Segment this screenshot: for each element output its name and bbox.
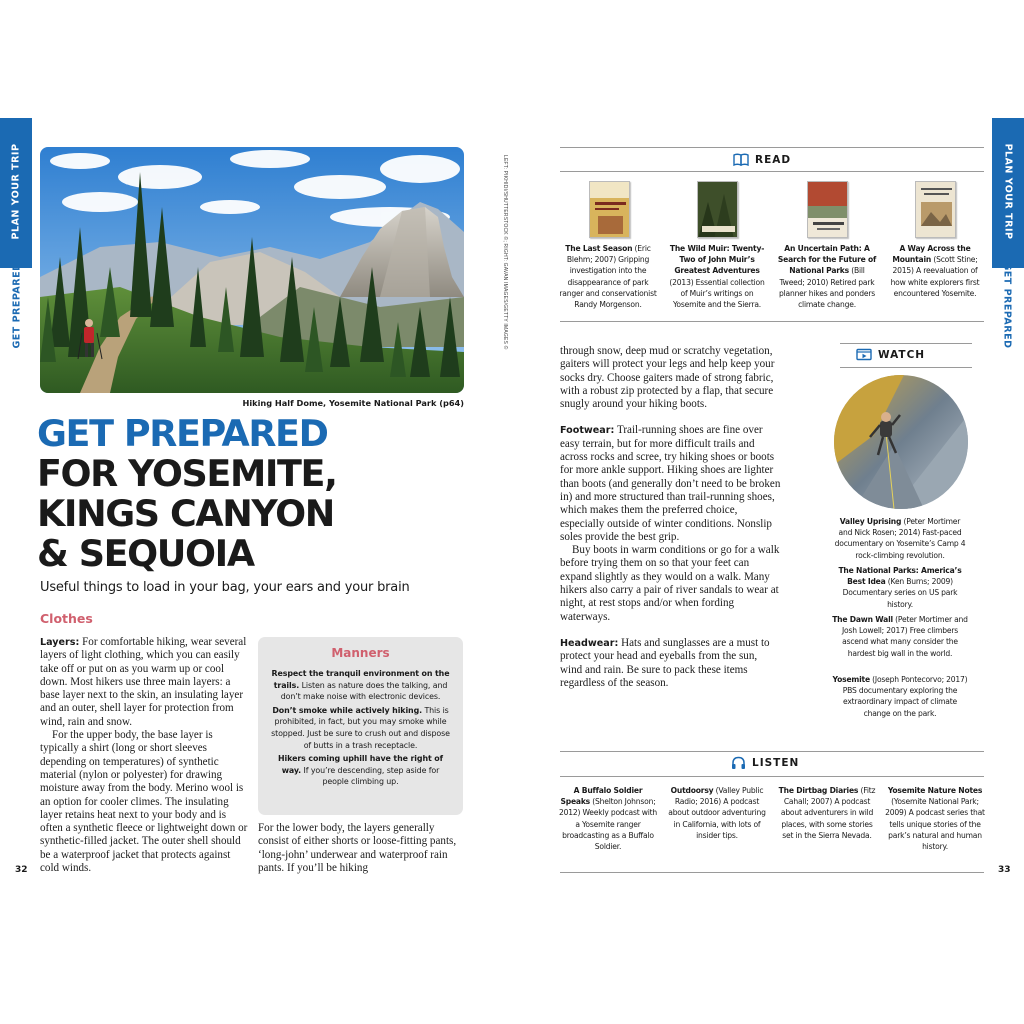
subtitle: Useful things to load in your bag, your ears and your brain bbox=[40, 580, 410, 595]
watch-title-1: Valley Uprising bbox=[839, 517, 902, 526]
book-entry-2: The Wild Muir: Twenty-Two of John Muir’s Greatest Adventures (2013) Essential collection of Muir’s writings on Yosemite and the Sierra. bbox=[669, 244, 765, 310]
manners-item-3: Hikers coming uphill have the right of way. If you’re descending, step aside for people climbing up. bbox=[278, 754, 443, 787]
right-tab-section: GET PREPARED bbox=[1001, 262, 1013, 349]
footwear-label: Footwear: bbox=[560, 425, 615, 437]
page-number-left: 32 bbox=[15, 865, 28, 875]
layers-text: For comfortable hiking, wear several layers of light clothing, which you can easily take off or put on as you warm up or cool down. Most hikers use three main layers: a base layer next to the skin, an insulating layer and an outer, shell layer for protection from wind, rain and snow. bbox=[40, 636, 247, 728]
watch-heading: WATCH bbox=[856, 348, 925, 361]
read-rule-bottom bbox=[560, 321, 984, 322]
left-tab-section: GET PREPARED bbox=[11, 262, 23, 349]
watch-entry-4: Yosemite (Joseph Pontecorvo; 2017) PBS documentary exploring the extraordinary impact of climate change on the park. bbox=[832, 675, 968, 718]
watch-title-2: The National Parks: America’s Best Idea bbox=[838, 566, 962, 587]
listen-rule-top bbox=[560, 751, 984, 752]
watch-entry-2: The National Parks: America’s Best Idea (Ken Burns; 2009) Documentary series on US park history. bbox=[838, 566, 962, 609]
manners-heading: Manners bbox=[331, 646, 390, 660]
title-line-2: FOR YOSEMITE, bbox=[37, 452, 337, 495]
manners-box bbox=[258, 637, 463, 815]
photo-caption: Hiking Half Dome, Yosemite National Park (p64) bbox=[242, 398, 464, 408]
book-cover-way-across bbox=[915, 181, 956, 238]
clothes-column bbox=[40, 636, 248, 875]
climber-photo bbox=[834, 375, 968, 509]
listen-entry-4: Yosemite Nature Notes (Yosemite National Park; 2009) A podcast series that tells unique stories of the park’s natural and human history. bbox=[885, 786, 985, 852]
book-icon bbox=[733, 153, 749, 166]
layers-label: Layers: bbox=[40, 637, 80, 648]
watch-title-4: Yosemite bbox=[832, 675, 870, 684]
read-rule-mid bbox=[560, 171, 984, 172]
headwear-paragraph: Headwear: Hats and sunglasses are a must to protect your head and eyeballs from the sun, wind and rain. Be sure to pack these items regardless of the season. bbox=[560, 636, 770, 689]
headphones-icon bbox=[731, 756, 746, 770]
title-line-3: KINGS CANYON bbox=[37, 492, 334, 535]
watch-entry-1: Valley Uprising (Peter Mortimer and Nick Rosen; 2014) Fast-paced documentary on Yosemite’s Camp 4 rock-climbing revolution. bbox=[834, 517, 966, 560]
watch-title-3: The Dawn Wall bbox=[832, 615, 893, 624]
listen-title-1: A Buffalo Soldier Speaks bbox=[560, 786, 643, 807]
watch-rule-mid bbox=[840, 367, 972, 368]
layers-paragraph bbox=[40, 636, 248, 729]
boots-paragraph: Buy boots in warm conditions or go for a walk before trying them on so that your feet can expand slightly as they would on a walk. Many hikers also carry a pair of river sandals to wear at night, at rest stops and/or when fording waterways. bbox=[560, 544, 780, 623]
upper-body-paragraph: For the upper body, the base layer is typically a shirt (long or short sleeves depending on temperatures) of synthetic material (nylon or polyester) for drawing moisture away from the body. Merino wool is an option for cooler climes. The insulating layer retains heat next to your body and is often a synthetic fleece or lightweight down or synthetic-filled jacket. The outer shell should be a waterproof jacket that protects against cold winds. bbox=[40, 729, 248, 875]
headwear-label: Headwear: bbox=[560, 637, 619, 649]
gaiters-paragraph: through snow, deep mud or scratchy vegetation, gaiters will protect your legs and help keep your socks dry. Choose gaiters made of strong fabric, with a robust zip protected by a flap, that secure snugly around your hiking boots. bbox=[560, 345, 775, 411]
photo-credit: LEFT: PIKHIDI/SHUTTERSTOCK ©; RIGHT: GAVAN IMAGES/GETTY IMAGES © bbox=[502, 155, 508, 350]
clothes-heading: Clothes bbox=[40, 611, 93, 626]
listen-entry-3: The Dirtbag Diaries (Fitz Cahall; 2007) A podcast about adventurers in wild places, with some stories set in the Sierra Nevada. bbox=[778, 786, 876, 840]
read-rule-top bbox=[560, 147, 984, 148]
listen-title-2: Outdoorsy bbox=[670, 786, 714, 795]
watch-entry-3: The Dawn Wall (Peter Mortimer and Josh Lowell; 2017) Free climbers ascend what many consider the hardest big wall in the world. bbox=[832, 615, 968, 658]
book-title-3: An Uncertain Path: A Search for the Future of National Parks bbox=[777, 244, 877, 276]
listen-title-3: The Dirtbag Diaries bbox=[778, 786, 859, 795]
lower-body-paragraph: For the lower body, the layers generally consist of either shorts or loose-fitting pants, ‘long-john’ underwear and waterproof rain pants. If you’ll be hiking bbox=[258, 822, 457, 874]
manners-item-1: Respect the tranquil environment on the trails. Listen as nature does the talking, and don’t make noise with electronic devices. bbox=[271, 669, 450, 702]
book-entry-1: The Last Season (Eric Blehm; 2007) Gripping investigation into the disappearance of park ranger and conservationist Randy Morgenson. bbox=[559, 244, 657, 310]
footwear-paragraph: Footwear: Trail-running shoes are fine over easy terrain, but for more difficult trails and across rocks and scree, try hiking shoes or boots for more ankle support. Hiking shoes are lighter than boots (and generally don’t need to be broken in) and more structured than trail-running shoes, which makes them the preferred choice, especially outside of winter conditions. Nonslip soles provide the best grip. bbox=[560, 424, 781, 543]
book-cover-wild-muir bbox=[697, 181, 738, 238]
read-heading: READ bbox=[733, 153, 791, 166]
manners-item-2: Don’t smoke while actively hiking. This is prohibited, in fact, but you may smoke while stopped. Just be sure to crush out and dispose of butts in a trash receptacle. bbox=[271, 705, 450, 750]
listen-entry-2: Outdoorsy (Valley Public Radio; 2016) A podcast about outdoor adventuring in California, with lots of insider tips. bbox=[668, 786, 766, 840]
page-number-right: 33 bbox=[998, 865, 1011, 875]
lower-body-column bbox=[258, 822, 463, 875]
hero-photo-half-dome bbox=[40, 147, 464, 393]
listen-heading: LISTEN bbox=[731, 756, 799, 770]
title-line-4: & SEQUOIA bbox=[37, 532, 254, 575]
book-entry-3: An Uncertain Path: A Search for the Future of National Parks (Bill Tweed; 2010) Retired park planner hikes and ponders climate change. bbox=[777, 244, 877, 310]
right-tab-label: PLAN YOUR TRIP bbox=[1002, 143, 1014, 240]
book-entry-4: A Way Across the Mountain (Scott Stine; 2015) A reevaluation of how white explorers first encountered Yosemite. bbox=[890, 244, 980, 298]
listen-rule-bottom bbox=[560, 872, 984, 873]
title-line-1: GET PREPARED bbox=[37, 412, 328, 455]
book-cover-uncertain-path bbox=[807, 181, 848, 238]
book-title-2: The Wild Muir: Twenty-Two of John Muir’s Greatest Adventures bbox=[669, 244, 765, 276]
watch-rule-top bbox=[840, 343, 972, 344]
book-title-1: The Last Season bbox=[565, 244, 633, 253]
listen-entry-1: A Buffalo Soldier Speaks (Shelton Johnson; 2012) Weekly podcast with a Yosemite ranger broadcasting as a Buffalo Soldier. bbox=[558, 786, 658, 852]
book-cover-last-season bbox=[589, 181, 630, 238]
book-title-4: A Way Across the Mountain bbox=[892, 244, 971, 265]
gear-column bbox=[560, 345, 782, 690]
listen-title-4: Yosemite Nature Notes bbox=[887, 786, 983, 795]
video-icon bbox=[856, 348, 872, 361]
listen-rule-mid bbox=[560, 776, 984, 777]
left-tab-label: PLAN YOUR TRIP bbox=[10, 143, 22, 240]
